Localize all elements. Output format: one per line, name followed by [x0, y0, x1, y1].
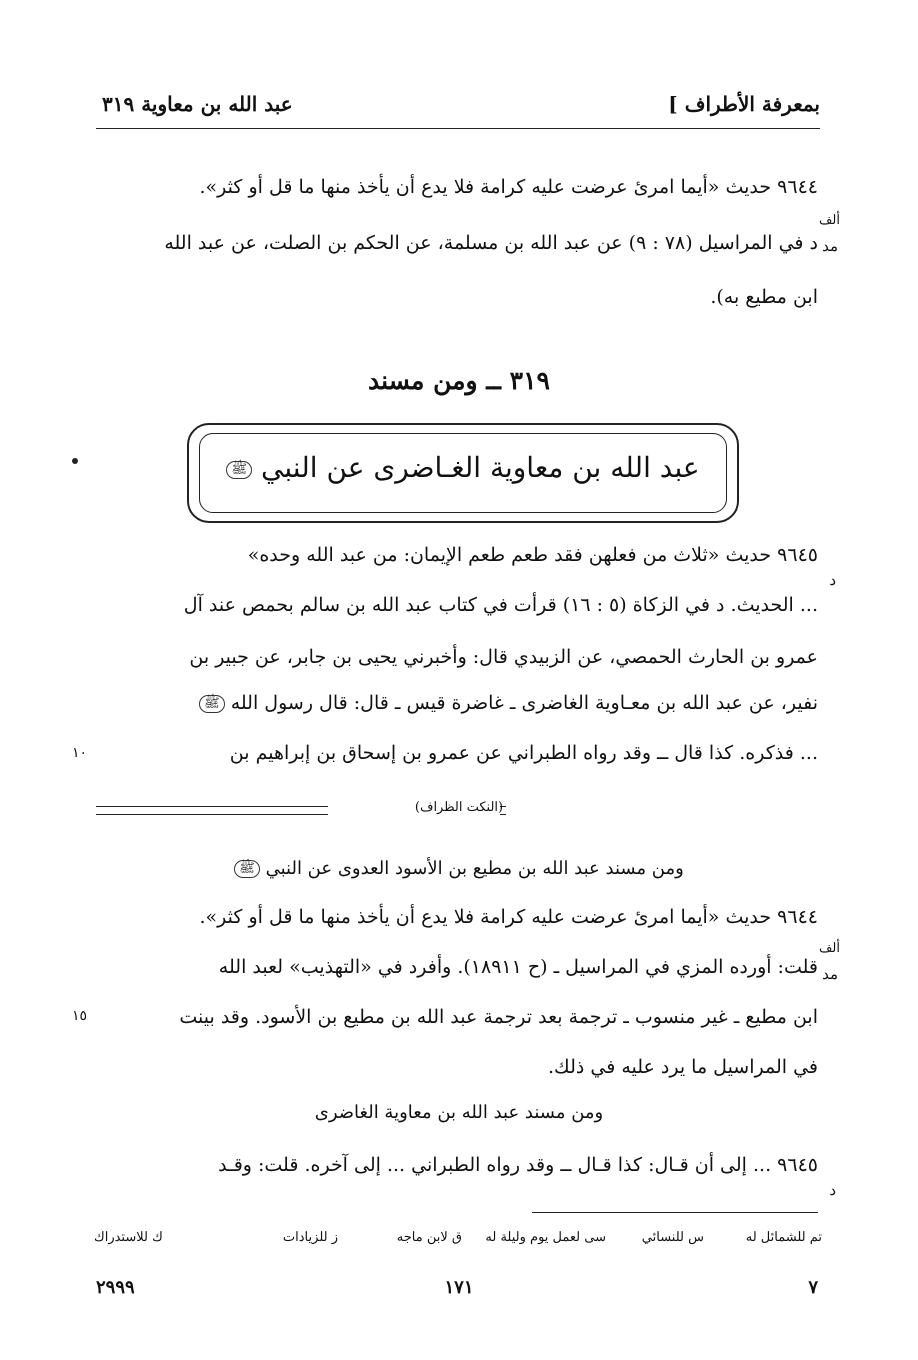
line-number-15: ١٥ [72, 1008, 88, 1024]
supplement-line-5: ٩٦٤٥ ... إلى أن قـال: كذا قـال ــ وقد رواه الطبراني ... إلى آخره. قلت: وقـد [218, 1154, 818, 1176]
entry-9645-line-3: عمرو بن الحارث الحمصي، عن الزبيدي قال: وأخبرني يحيى بن جابر، عن جبير بن [189, 646, 818, 668]
supplement-line-4: في المراسيل ما يرد عليه في ذلك. [548, 1056, 818, 1078]
banner-title-text: عبد الله بن معاوية الغـاضرى عن النبي [261, 451, 700, 484]
legend-item-3: سى لعمل يوم وليلة له [485, 1230, 606, 1245]
legend-item-5: ز للزيادات [282, 1230, 338, 1245]
entry-9644-line-1: ٩٦٤٤ حديث «أيما امرئ عرضت عليه كرامة فلا يدع أن يأخذ منها ما قل أو كثر». [199, 176, 818, 198]
siglum-mad: مد [822, 965, 838, 983]
entry-9645-line-1: ٩٦٤٥ حديث «ثلاث من فعلهن فقد طعم طعم الإيمان: من عبد الله وحده» [247, 544, 818, 566]
siglum-dal: د [829, 1181, 836, 1199]
legend-item-6: ك للاستدراك [94, 1230, 163, 1245]
salawat-seal-icon: ﷺ [234, 860, 260, 878]
legend-item-2: س للنسائي [641, 1230, 704, 1245]
siglum-alf: ألف [818, 213, 840, 228]
section-title: ٣١٩ ــ ومن مسند [368, 366, 550, 395]
entry-9645-line-5: ... فذكره. كذا قال ــ وقد رواه الطبراني عن عمرو بن إسحاق بن إبراهيم بن [229, 742, 818, 764]
entry-9645-line-4-text: نفير، عن عبد الله بن معـاوية الغاضرى ـ غاضرة قيس ـ قال: قال رسول الله [230, 692, 818, 714]
running-header-right: بمعرفة الأطراف ] [668, 92, 820, 116]
margin-dot [72, 458, 78, 464]
salawat-seal-icon: ﷺ [226, 461, 252, 479]
page-number-center: ١٧١ [444, 1277, 474, 1298]
banner-title [189, 451, 737, 484]
supplement-line-1: ٩٦٤٤ حديث «أيما امرئ عرضت عليه كرامة فلا يدع أن يأخذ منها ما قل أو كثر». [199, 906, 818, 928]
divider-label: (النكت الظراف) [414, 800, 504, 815]
line-number-10: ١٠ [72, 745, 88, 761]
running-header-left: عبد الله بن معاوية ٣١٩ [102, 92, 293, 116]
entry-9644-line-2: د في المراسيل (٧٨ : ٩) عن عبد الله بن مسلمة، عن الحكم بن الصلت، عن عبد الله [164, 232, 818, 254]
supplement-line-2: قلت: أورده المزي في المراسيل ـ (ح ١٨٩١١). وأفرد في «التهذيب» لعبد الله [218, 956, 818, 978]
footnote-rule [532, 1212, 818, 1213]
supplement-heading-1 [0, 858, 918, 879]
supplement-heading-1-text: ومن مسند عبد الله بن مطيع بن الأسود العدوى عن النبي [265, 858, 684, 879]
supplement-line-3: ابن مطيع ـ غير منسوب ـ ترجمة بعد ترجمة عبد الله بن مطيع بن الأسود. وقد بينت [179, 1006, 818, 1028]
header-rule [96, 128, 820, 129]
siglum-mad: مد [822, 237, 838, 255]
siglum-alf: ألف [818, 941, 840, 956]
section-banner [187, 423, 739, 523]
legend-item-1: تم للشمائل له [745, 1230, 822, 1245]
page-number-volume: ٧ [808, 1277, 818, 1298]
siglum-dal: د [829, 571, 836, 589]
entry-9645-line-4 [98, 688, 818, 718]
entry-9645-line-2: ... الحديث. د في الزكاة (٥ : ١٦) قرأت في كتاب عبد الله بن سالم بحمص عند آل [183, 594, 818, 616]
salawat-seal-icon: ﷺ [199, 695, 225, 713]
entry-9644-line-3: ابن مطيع به). [710, 286, 818, 308]
page-number-total: ٢٩٩٩ [96, 1277, 135, 1298]
supplement-heading-2: ومن مسند عبد الله بن معاوية الغاضرى [314, 1102, 604, 1123]
legend-item-4: ق لابن ماجه [396, 1230, 462, 1245]
